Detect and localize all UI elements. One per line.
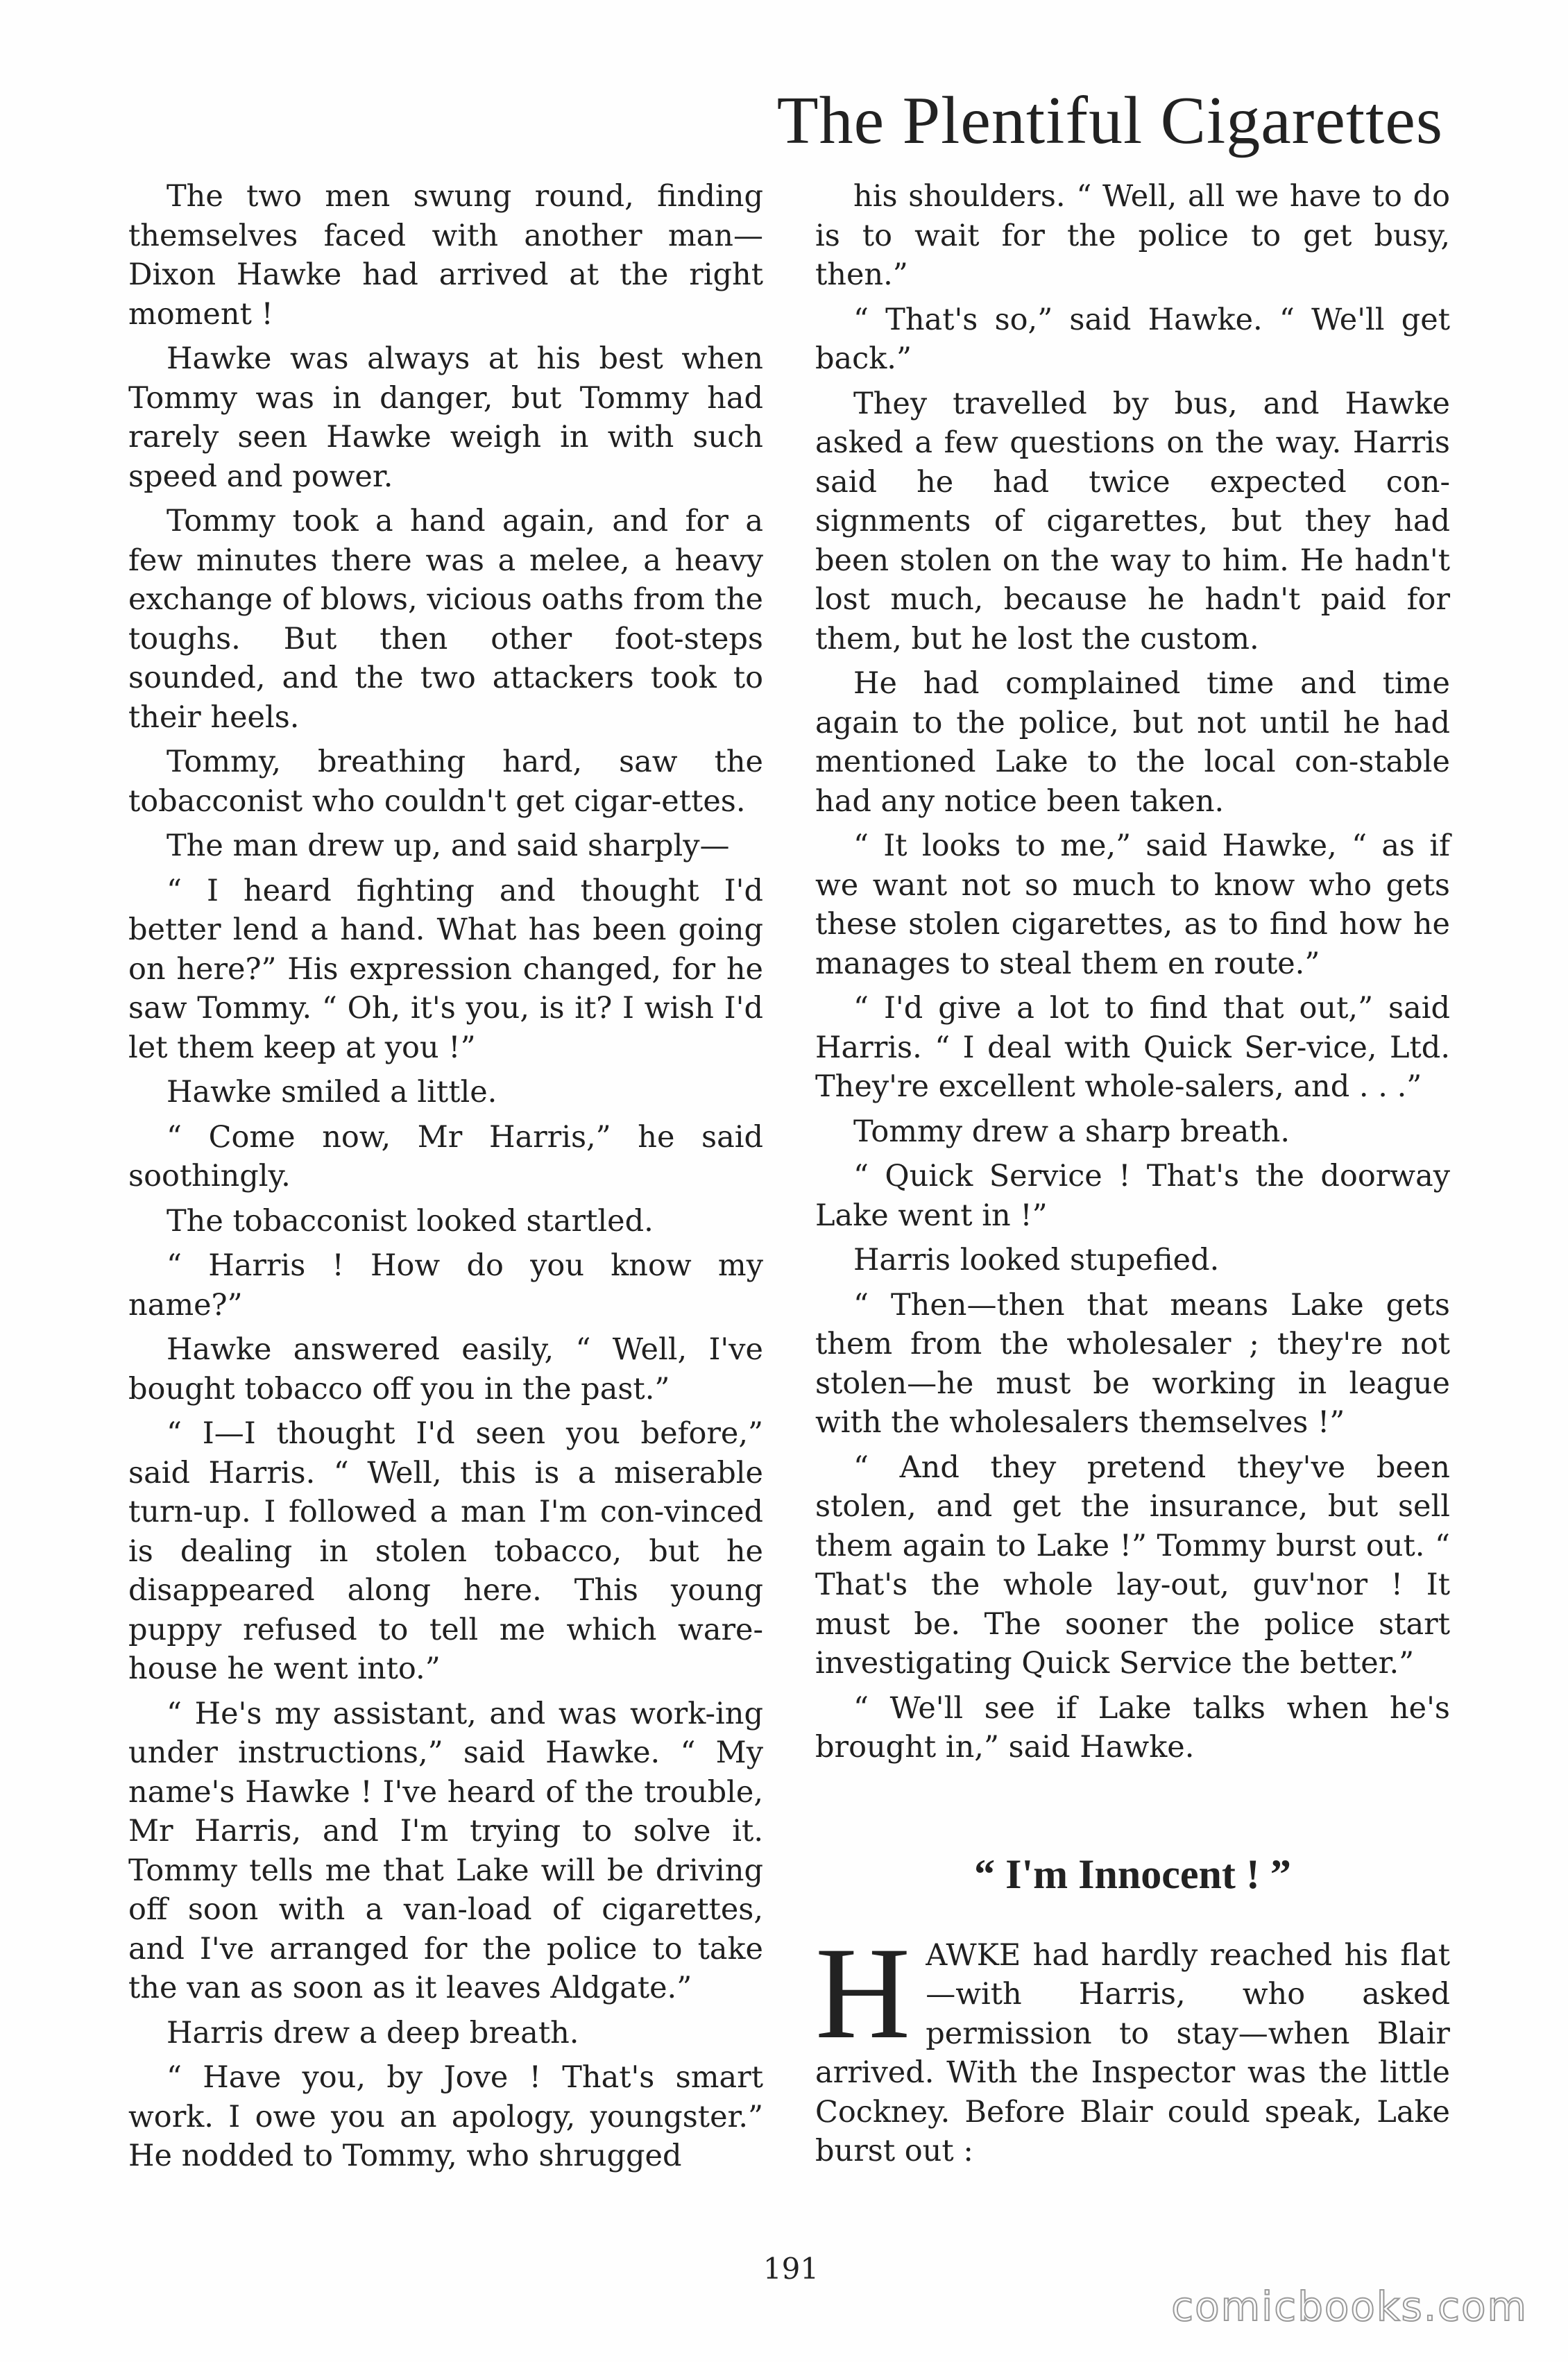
paragraph: “ I—I thought I'd seen you before,” said Harris. “ Well, this is a miserable turn-up. I followed a man I'm con-vinced is dealing in stolen tobacco, but he disappeared along here. This young puppy refused to tell me which ware-house he went into.” bbox=[128, 1416, 763, 1686]
paragraph: Hawke was always at his best when Tommy was in danger, but Tommy had rarely seen Hawke weigh in with such speed and power. bbox=[128, 341, 763, 494]
paragraph: The tobacconist looked startled. bbox=[167, 1203, 654, 1239]
paragraph: Hawke smiled a little. bbox=[167, 1075, 497, 1110]
paragraph: The man drew up, and said sharply— bbox=[167, 829, 730, 863]
paragraph: his shoulders. “ Well, all we have to do is to wait for the police to get busy, then.” bbox=[815, 179, 1450, 292]
section-heading: “ I'm Innocent ! ” bbox=[974, 1851, 1291, 1897]
page-number: 191 bbox=[762, 2252, 819, 2286]
paragraph: Tommy drew a sharp breath. bbox=[853, 1114, 1290, 1149]
paragraph: “ Come now, Mr Harris,” he said soothingly. bbox=[128, 1119, 763, 1193]
paragraph: Harris drew a deep breath. bbox=[167, 2015, 579, 2050]
text-column-left bbox=[128, 177, 763, 2182]
running-title: The Plentiful Cigarettes bbox=[776, 83, 1443, 158]
paragraph: Harris looked stupefied. bbox=[853, 1243, 1220, 1277]
paragraph: “ That's so,” said Hawke. “ We'll get back.” bbox=[815, 302, 1450, 376]
paragraph: “ I'd give a lot to find that out,” said Harris. “ I deal with Quick Ser-vice, Ltd. They're excellent whole-salers, and . . .” bbox=[815, 991, 1450, 1104]
paragraph: Tommy, breathing hard, saw the tobacconist who couldn't get cigar-ettes. bbox=[128, 745, 763, 819]
dropcap-paragraph-text: AWKE had hardly reached his flat—with Harris, who asked permission to stay—when Blair arrived. With the Inspector was the little Cockney. Before Blair could speak, Lake burst out : bbox=[815, 1937, 1450, 2168]
paragraph: “ It looks to me,” said Hawke, “ as if we want not so much to know who gets these stolen cigarettes, as to find how he manages to steal them en route.” bbox=[815, 829, 1450, 981]
paragraph: He had complained time and time again to the police, but not until he had mentioned Lake to the local con-stable had any notice been taken. bbox=[815, 666, 1450, 819]
site-watermark: comicbooks.com bbox=[1171, 2283, 1528, 2330]
drop-cap-letter: H bbox=[815, 1920, 911, 2066]
paragraph: Hawke answered easily, “ Well, I've bought tobacco off you in the past.” bbox=[128, 1332, 763, 1407]
paragraph: “ Have you, by Jove ! That's smart work. I owe you an apology, youngster.” He nodded to Tommy, who shrugged bbox=[128, 2060, 763, 2173]
paragraph: “ Then—then that means Lake gets them from the wholesaler ; they're not stolen—he must be working in league with the wholesalers themselves !” bbox=[815, 1287, 1450, 1440]
paragraph: The two men swung round, finding themselves faced with another man—Dixon Hawke had arrived at the right moment ! bbox=[128, 179, 763, 332]
paragraph: “ I heard fighting and thought I'd better lend a hand. What has been going on here?” His expression changed, for he saw Tommy. “ Oh, it's you, is it? I wish I'd let them keep at you !” bbox=[128, 873, 763, 1065]
paragraph: “ Harris ! How do you know my name?” bbox=[128, 1248, 763, 1323]
paragraph: Tommy took a hand again, and for a few minutes there was a melee, a heavy exchange of blows, vicious oaths from the toughs. But then other foot-steps sounded, and the two attackers took to their heels. bbox=[128, 504, 763, 735]
paragraph: “ And they pretend they've been stolen, and get the insurance, but sell them again to Lake !” Tommy burst out. “ That's the whole lay-out, guv'nor ! It must be. The sooner the police start investigating Quick Service the better.” bbox=[815, 1450, 1450, 1681]
paragraph: “ Quick Service ! That's the doorway Lake went in !” bbox=[815, 1159, 1450, 1233]
paragraph: “ He's my assistant, and was work-ing under instructions,” said Hawke. “ My name's Hawke ! I've heard of the trouble, Mr Harris, and I'm trying to solve it. Tommy tells me that Lake will be driving off soon with a van-load of cigarettes, and I've arranged for the police to take the van as soon as it leaves Aldgate.” bbox=[128, 1696, 763, 2005]
paragraph: They travelled by bus, and Hawke asked a few questions on the way. Harris said he had twice expected con-signments of cigarettes, but they had been stolen on the way to him. He hadn't lost much, because he hadn't paid for them, but he lost the custom. bbox=[815, 386, 1450, 656]
paragraph: “ We'll see if Lake talks when he's brought in,” said Hawke. bbox=[815, 1690, 1450, 1765]
dropcap-paragraph bbox=[815, 1920, 1450, 2171]
text-column-right bbox=[815, 177, 1450, 2177]
